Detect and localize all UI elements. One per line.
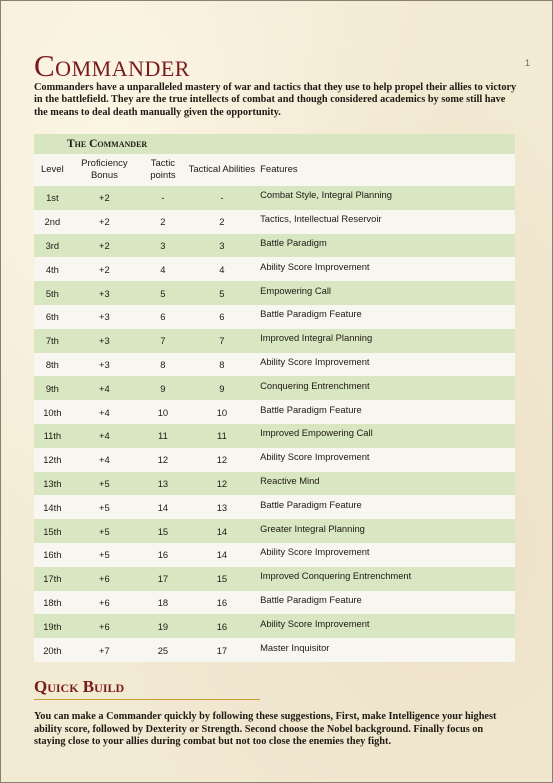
tactical-abilities-cell: 8	[219, 358, 225, 370]
level-cell: 16th	[43, 549, 62, 561]
tactic-points-cell: 25	[157, 644, 169, 656]
level-cell: 5th	[45, 287, 59, 299]
tactical-abilities-cell: 3	[219, 239, 225, 251]
level-cell: 12th	[43, 454, 62, 466]
proficiency-cell: +3	[99, 287, 110, 299]
table-caption: The Commander	[34, 134, 515, 154]
table-row	[34, 400, 515, 424]
tactic-points-cell: 16	[157, 549, 169, 561]
tactical-abilities-cell: 16	[216, 620, 228, 632]
proficiency-cell: +2	[99, 216, 110, 228]
tactical-abilities-cell: 2	[219, 216, 225, 228]
page-title: Commander	[34, 48, 190, 83]
tactic-points-cell: 5	[160, 287, 166, 299]
table-row	[34, 567, 515, 591]
level-cell: 1st	[46, 192, 59, 204]
header-proficiency-bonus: Proficiency Bonus	[81, 158, 128, 181]
tactic-points-cell: 3	[160, 239, 166, 251]
proficiency-cell: +3	[99, 358, 110, 370]
tactic-points-cell: 17	[157, 573, 169, 585]
table-row	[34, 186, 515, 210]
features-cell: Ability Score Improvement	[260, 617, 370, 629]
features-cell: Tactics, Intellectual Reservoir	[260, 213, 382, 225]
level-cell: 10th	[43, 406, 62, 418]
table-row	[34, 638, 515, 662]
proficiency-cell: +4	[99, 406, 110, 418]
commander-table	[34, 134, 515, 662]
tactic-points-cell: 14	[157, 501, 169, 513]
header-tactic-points: Tactic points	[150, 158, 176, 181]
tactical-abilities-cell: 9	[219, 382, 225, 394]
features-cell: Improved Integral Planning	[260, 332, 373, 344]
tactic-points-cell: 12	[157, 454, 169, 466]
header-features: Features	[260, 164, 298, 175]
tactical-abilities-cell: 7	[219, 335, 225, 347]
features-cell: Ability Score Improvement	[260, 451, 370, 463]
tactical-abilities-cell: 6	[219, 311, 225, 323]
features-cell: Battle Paradigm Feature	[260, 498, 362, 510]
tactic-points-cell: -	[161, 192, 165, 204]
page-number: 1	[524, 58, 530, 68]
level-cell: 17th	[43, 573, 62, 585]
features-cell: Master Inquisitor	[260, 641, 330, 653]
proficiency-cell: +3	[99, 335, 110, 347]
proficiency-cell: +4	[99, 382, 110, 394]
table-row	[34, 591, 515, 615]
features-cell: Ability Score Improvement	[260, 260, 370, 272]
table-row	[34, 495, 515, 519]
table-row	[34, 210, 515, 234]
proficiency-cell: +6	[99, 620, 110, 632]
features-cell: Battle Paradigm Feature	[260, 593, 362, 605]
tactic-points-cell: 11	[158, 430, 168, 442]
tactic-points-cell: 18	[157, 596, 169, 608]
tactic-points-cell: 4	[160, 263, 166, 275]
proficiency-cell: +5	[99, 501, 110, 513]
tactical-abilities-cell: 12	[216, 477, 228, 489]
level-cell: 2nd	[44, 216, 61, 228]
proficiency-cell: +5	[99, 549, 110, 561]
features-cell: Battle Paradigm Feature	[260, 403, 362, 415]
proficiency-cell: +2	[99, 239, 110, 251]
features-cell: Ability Score Improvement	[260, 546, 370, 558]
heading-underline	[34, 699, 260, 700]
proficiency-cell: +5	[99, 477, 110, 489]
intro-paragraph: Commanders have a unparalleled mastery of war and tactics that they use to help propel their allies to victory in the battlefield. They are the true intellects of combat and though considered academics by some still have the means to deal death manually given the opportunity.	[34, 82, 517, 118]
table-row	[34, 614, 515, 638]
level-cell: 18th	[43, 596, 62, 608]
table-row	[34, 448, 515, 472]
tactic-points-cell: 10	[157, 406, 169, 418]
quick-build-heading: Quick Build	[34, 677, 125, 696]
table-row	[34, 234, 515, 258]
features-cell: Combat Style, Integral Planning	[260, 189, 392, 201]
tactical-abilities-cell: 10	[216, 406, 228, 418]
proficiency-cell: +4	[99, 430, 110, 442]
level-cell: 3rd	[45, 239, 60, 251]
tactic-points-cell: 2	[160, 216, 166, 228]
proficiency-cell: +2	[99, 192, 110, 204]
level-cell: 4th	[45, 263, 59, 275]
tactical-abilities-cell: 17	[216, 644, 228, 656]
tactic-points-cell: 19	[157, 620, 169, 632]
table-body	[34, 186, 515, 662]
proficiency-cell: +5	[99, 525, 110, 537]
level-cell: 13th	[43, 477, 62, 489]
tactical-abilities-cell: 5	[219, 287, 225, 299]
header-tactical-abilities: Tactical Abilities	[188, 164, 256, 175]
tactical-abilities-cell: 16	[216, 596, 228, 608]
tactical-abilities-cell: 4	[219, 263, 225, 275]
features-cell: Greater Integral Planning	[260, 522, 365, 534]
features-cell: Reactive Mind	[260, 474, 320, 486]
features-cell: Empowering Call	[260, 284, 331, 296]
features-cell: Ability Score Improvement	[260, 355, 370, 367]
tactical-abilities-cell: 13	[216, 501, 228, 513]
table-row	[34, 257, 515, 281]
proficiency-cell: +6	[99, 596, 110, 608]
tactical-abilities-cell: 14	[216, 549, 228, 561]
table-row	[34, 519, 515, 543]
tactical-abilities-cell: 14	[216, 525, 228, 537]
level-cell: 7th	[45, 335, 59, 347]
proficiency-cell: +7	[99, 644, 110, 656]
table-row	[34, 543, 515, 567]
features-cell: Improved Conquering Entrenchment	[260, 570, 412, 582]
table-row	[34, 376, 515, 400]
level-cell: 14th	[43, 501, 62, 513]
table-row	[34, 305, 515, 329]
level-cell: 6th	[45, 311, 59, 323]
tactic-points-cell: 15	[157, 525, 169, 537]
tactical-abilities-cell: 12	[216, 454, 228, 466]
level-cell: 9th	[45, 382, 59, 394]
features-cell: Improved Empowering Call	[260, 427, 373, 439]
tactical-abilities-cell: 11	[217, 430, 227, 442]
tactical-abilities-cell: -	[220, 192, 224, 204]
features-cell: Conquering Entrenchment	[260, 379, 370, 391]
level-cell: 15th	[43, 525, 62, 537]
tactic-points-cell: 13	[157, 477, 169, 489]
level-cell: 20th	[43, 644, 62, 656]
proficiency-cell: +3	[99, 311, 110, 323]
table-row	[34, 472, 515, 496]
tactic-points-cell: 7	[160, 335, 166, 347]
tactic-points-cell: 6	[160, 311, 166, 323]
proficiency-cell: +2	[99, 263, 110, 275]
features-cell: Battle Paradigm Feature	[260, 308, 362, 320]
table-header-row	[34, 154, 515, 186]
level-cell: 19th	[43, 620, 62, 632]
proficiency-cell: +6	[99, 573, 110, 585]
features-cell: Battle Paradigm	[260, 236, 327, 248]
table-row	[34, 329, 515, 353]
quick-build-paragraph: You can make a Commander quickly by following these suggestions, First, make Intelligence your highest ability score, followed by Dexterity or Strength. Second choose the Nobel background. Finally focus on staying close to your allies during combat but not too close the enemies they fight.	[34, 711, 497, 747]
tactic-points-cell: 9	[160, 382, 166, 394]
tactical-abilities-cell: 15	[216, 573, 228, 585]
level-cell: 8th	[45, 358, 59, 370]
tactic-points-cell: 8	[160, 358, 166, 370]
level-cell: 11th	[43, 430, 62, 442]
header-level: Level	[40, 164, 64, 175]
table-row	[34, 424, 515, 448]
proficiency-cell: +4	[99, 454, 110, 466]
table-row	[34, 353, 515, 377]
table-row	[34, 281, 515, 305]
